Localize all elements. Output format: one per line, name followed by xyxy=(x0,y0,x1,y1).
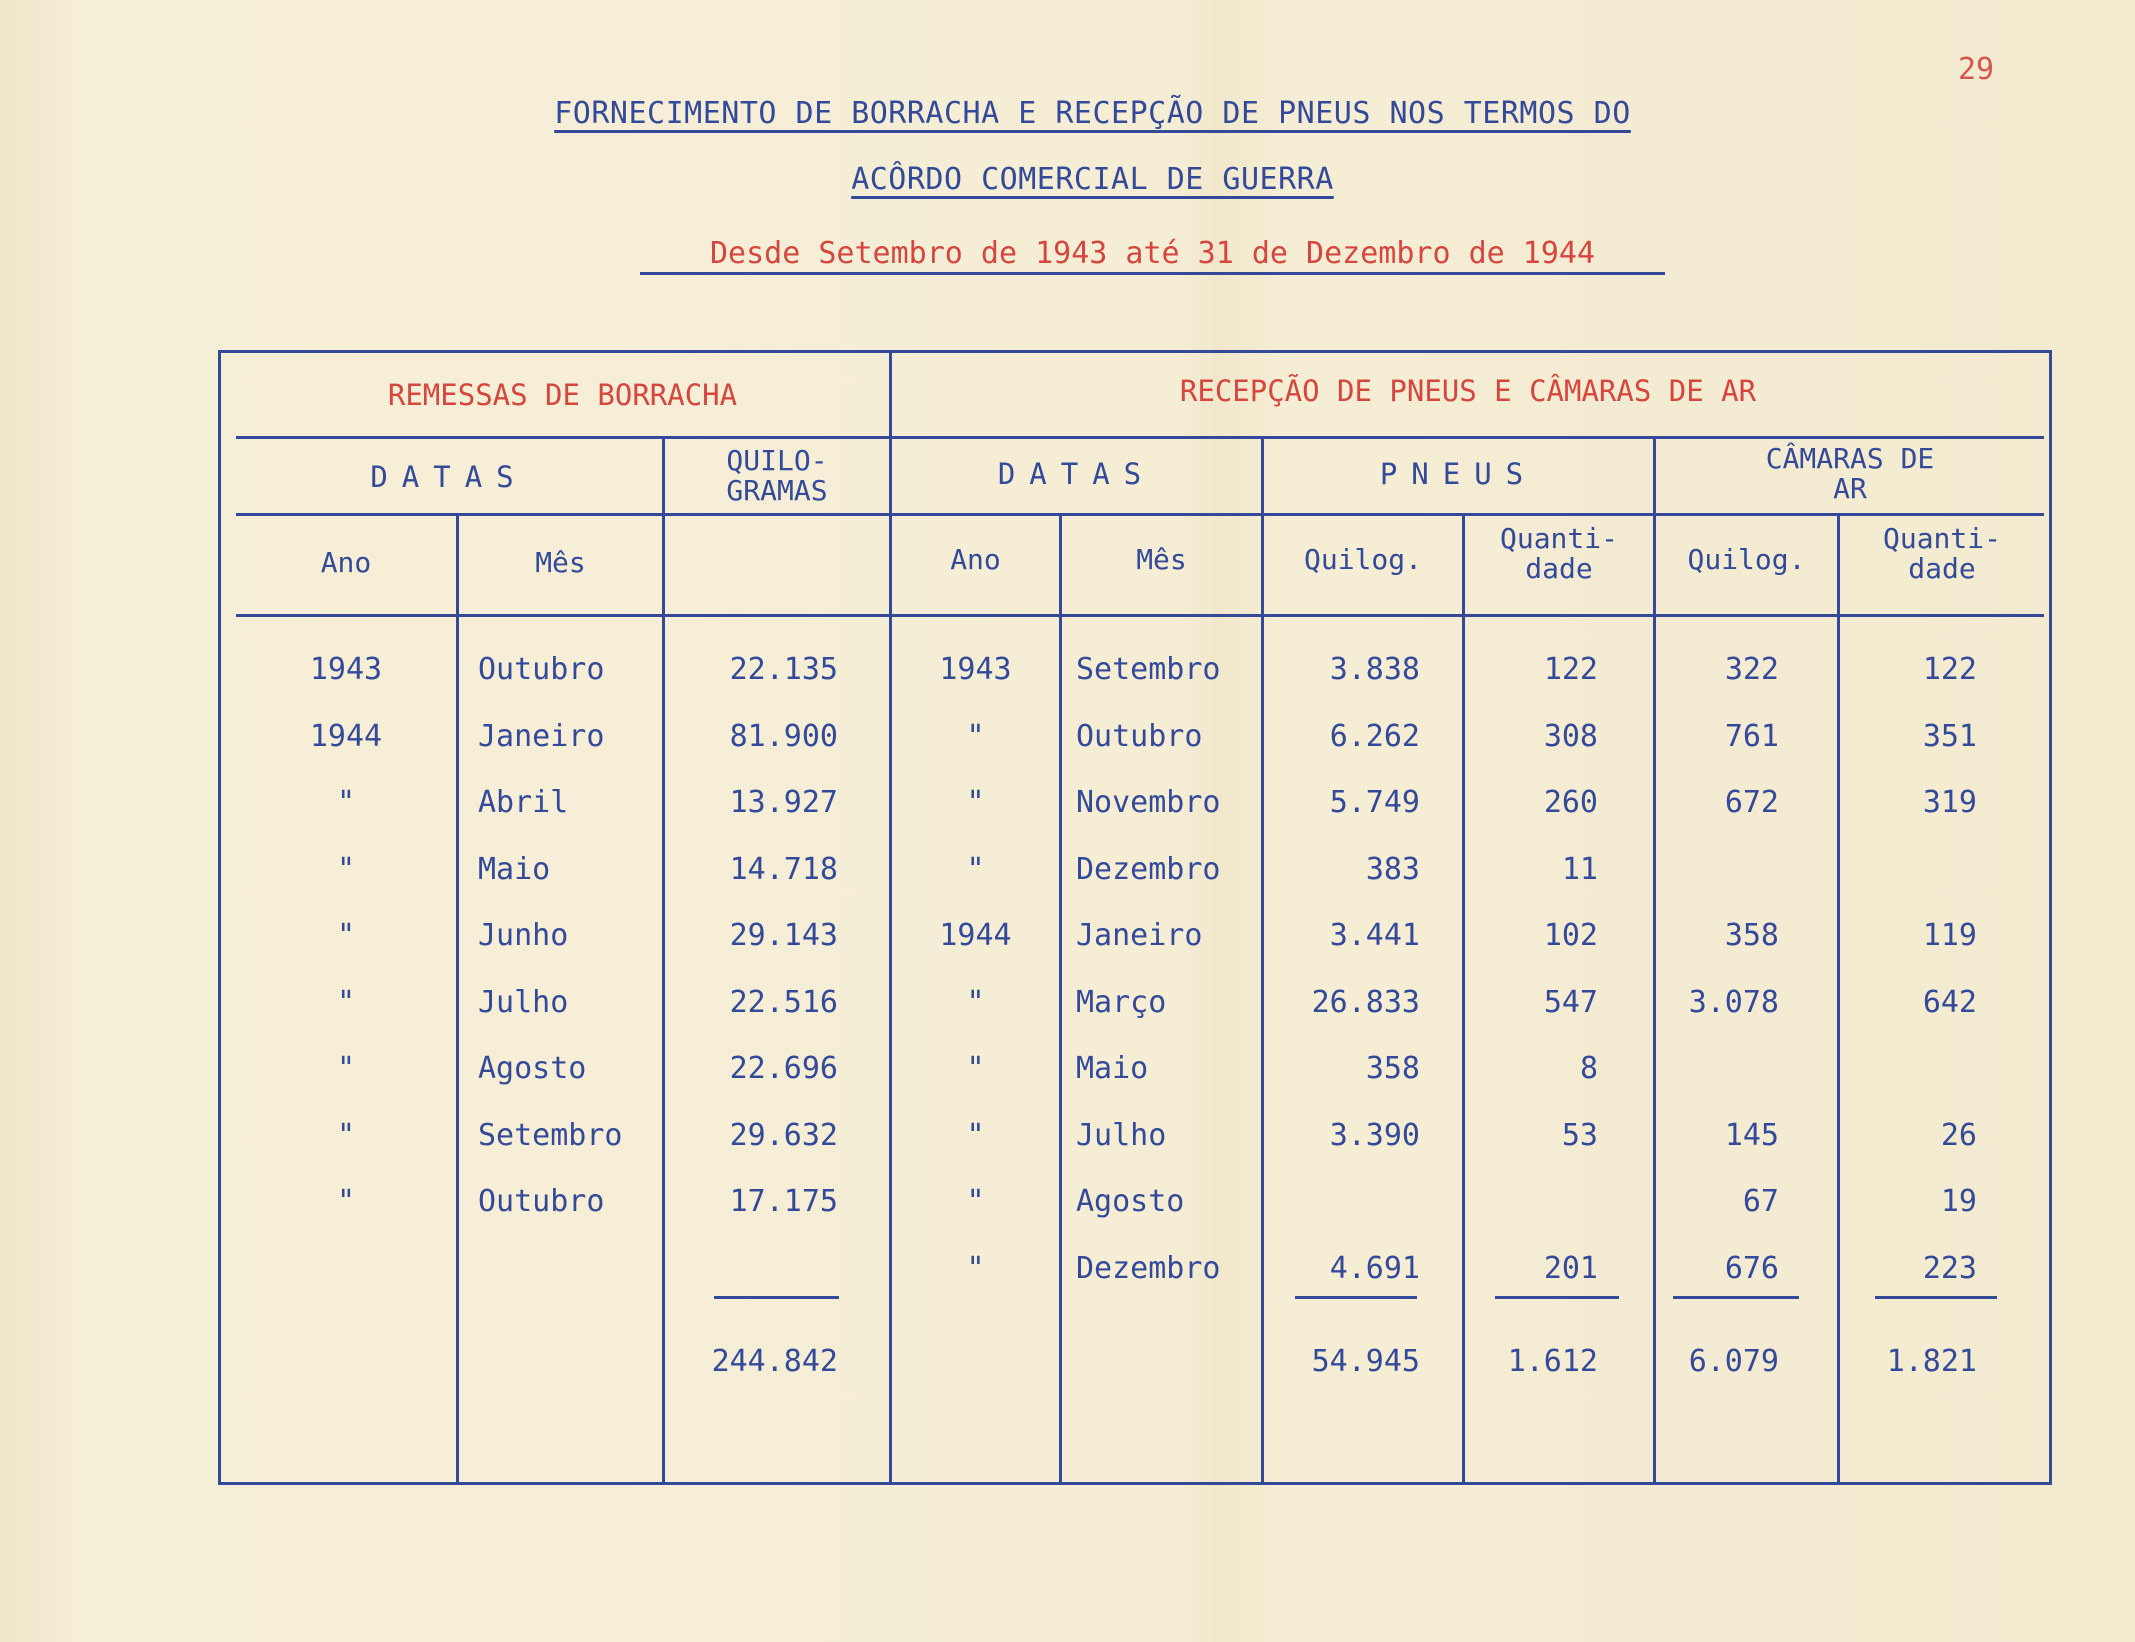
document-title-line-2: ACÔRDO COMERCIAL DE GUERRA xyxy=(851,162,1334,197)
right-group-dates: DATAS xyxy=(997,457,1156,491)
left-cell-year: " xyxy=(336,851,356,887)
right-cell-year: " xyxy=(966,718,985,754)
right-cell-year: " xyxy=(966,1051,985,1086)
cell-tire-kg: 383 xyxy=(1365,851,1420,887)
left-cell-kg: 22.516 xyxy=(729,984,838,1020)
left-col-month: Mês xyxy=(535,546,586,579)
right-cell-year: " xyxy=(966,1184,985,1219)
left-cell-kg: 22.135 xyxy=(729,652,838,687)
cell-tube-qty: 642 xyxy=(1922,984,1977,1020)
right-cell-year: " xyxy=(966,1250,985,1286)
right-cell-month: Dezembro xyxy=(1076,1250,1221,1286)
total-rule-left-kg xyxy=(714,1296,839,1299)
total-tube-kg: 6.079 xyxy=(1688,1344,1779,1379)
total-tire-kg: 54.945 xyxy=(1311,1344,1420,1379)
total-left-kg: 244.842 xyxy=(711,1344,838,1379)
right-cell-year: " xyxy=(966,785,985,820)
col-tube-kilograms: Quilog. xyxy=(1687,543,1806,576)
left-cell-kg: 29.143 xyxy=(729,918,838,953)
right-col-month: Mês xyxy=(1136,543,1187,576)
cell-tire-qty: 547 xyxy=(1543,984,1598,1020)
left-cell-month: Setembro xyxy=(478,1117,623,1153)
cell-tire-kg: 5.749 xyxy=(1329,785,1420,820)
right-cell-year: 1943 xyxy=(939,652,1012,687)
total-rule-tire-qty xyxy=(1495,1296,1619,1299)
right-cell-month: Setembro xyxy=(1076,652,1221,687)
cell-tire-qty: 8 xyxy=(1579,1051,1598,1086)
left-cell-month: Agosto xyxy=(478,1051,587,1086)
cell-tube-kg: 67 xyxy=(1742,1184,1779,1219)
col-tube-quantity: Quanti- dade xyxy=(1882,522,2001,585)
right-cell-month: Julho xyxy=(1076,1117,1167,1153)
cell-tire-kg: 3.390 xyxy=(1329,1117,1420,1153)
left-cell-kg: 22.696 xyxy=(729,1051,838,1086)
divider-right-dates-tires xyxy=(1261,438,1264,1482)
total-rule-tire-kg xyxy=(1295,1296,1417,1299)
right-cell-year: 1944 xyxy=(939,918,1012,953)
cell-tube-kg xyxy=(1656,1049,1779,1089)
left-cell-kg: 29.632 xyxy=(729,1117,838,1153)
section-title-tire-reception: RECEPÇÃO DE PNEUS E CÂMARAS DE AR xyxy=(1179,374,1757,408)
cell-tube-kg: 322 xyxy=(1724,652,1779,687)
left-cell-year: " xyxy=(336,1117,356,1153)
cell-tire-qty: 53 xyxy=(1561,1117,1598,1153)
cell-tube-kg: 676 xyxy=(1724,1250,1779,1286)
left-cell-month: Outubro xyxy=(478,1184,605,1219)
cell-tube-kg: 145 xyxy=(1724,1117,1779,1153)
divider-left-year-month xyxy=(456,515,459,1482)
rule-column-header xyxy=(236,614,2044,617)
right-col-year: Ano xyxy=(950,543,1001,576)
document-subtitle: Desde Setembro de 1943 até 31 de Dezembro de 1944 xyxy=(709,236,1595,271)
cell-tube-kg: 358 xyxy=(1724,918,1779,953)
right-cell-month: Janeiro xyxy=(1076,918,1203,953)
cell-tube-kg xyxy=(1656,850,1779,890)
rule-section-header xyxy=(236,436,2044,439)
right-cell-year: " xyxy=(966,1117,985,1153)
left-cell-kg: 14.718 xyxy=(729,851,838,887)
cell-tire-qty: 11 xyxy=(1561,851,1598,887)
right-cell-month: Dezembro xyxy=(1076,851,1221,887)
left-cell-kg: 13.927 xyxy=(729,785,838,820)
left-cell-kg: 81.900 xyxy=(729,718,838,754)
cell-tube-qty: 26 xyxy=(1940,1117,1977,1153)
right-group-tubes: CÂMARAS DE AR xyxy=(1765,442,1935,505)
divider-right-year-month xyxy=(1059,515,1062,1482)
cell-tire-kg xyxy=(1264,1182,1420,1222)
right-group-tires: PNEUS xyxy=(1379,457,1538,491)
left-cell-year: " xyxy=(336,1184,356,1219)
left-cell-kg: 17.175 xyxy=(729,1184,838,1219)
cell-tire-kg: 6.262 xyxy=(1329,718,1420,754)
cell-tire-kg: 3.441 xyxy=(1329,918,1420,953)
left-cell-month: Outubro xyxy=(478,652,605,687)
cell-tube-qty: 122 xyxy=(1922,652,1977,687)
cell-tire-qty: 308 xyxy=(1543,718,1598,754)
cell-tube-qty xyxy=(1840,850,1977,890)
subtitle-underline xyxy=(640,272,1665,275)
cell-tube-qty xyxy=(1840,1049,1977,1089)
left-cell-year: " xyxy=(336,984,356,1020)
cell-tube-kg: 672 xyxy=(1724,785,1779,820)
cell-tire-kg: 26.833 xyxy=(1311,984,1420,1020)
left-cell-month: Maio xyxy=(478,851,551,887)
right-cell-month: Março xyxy=(1076,984,1167,1020)
cell-tire-kg: 358 xyxy=(1365,1051,1420,1086)
right-cell-year: " xyxy=(966,984,985,1020)
total-tube-qty: 1.821 xyxy=(1886,1344,1977,1379)
right-cell-month: Novembro xyxy=(1076,785,1221,820)
left-cell-month: Janeiro xyxy=(478,718,605,754)
right-cell-month: Agosto xyxy=(1076,1184,1185,1219)
document-title-line-1: FORNECIMENTO DE BORRACHA E RECEPÇÃO DE PNEUS NOS TERMOS DO xyxy=(554,96,1631,131)
right-cell-month: Maio xyxy=(1076,1051,1149,1086)
cell-tire-kg: 4.691 xyxy=(1329,1250,1420,1286)
section-title-rubber-shipments: REMESSAS DE BORRACHA xyxy=(387,378,738,412)
cell-tube-kg: 3.078 xyxy=(1688,984,1779,1020)
left-cell-year: " xyxy=(336,918,356,953)
cell-tube-qty: 19 xyxy=(1940,1184,1977,1219)
page-number: 29 xyxy=(1958,52,1995,87)
right-cell-month: Outubro xyxy=(1076,718,1203,754)
col-tire-quantity: Quanti- dade xyxy=(1499,522,1618,585)
left-cell-month: Abril xyxy=(478,785,569,820)
rule-group-header xyxy=(236,513,2044,516)
left-cell-year: " xyxy=(336,785,356,820)
divider-tires-tubes xyxy=(1653,438,1656,1482)
cell-tube-qty: 119 xyxy=(1922,918,1977,953)
cell-tube-qty: 351 xyxy=(1922,718,1977,754)
left-group-dates: DATAS xyxy=(370,460,528,494)
total-tire-qty: 1.612 xyxy=(1507,1344,1598,1379)
left-col-year: Ano xyxy=(320,546,372,579)
left-col-kilograms: QUILO- GRAMAS xyxy=(726,444,828,507)
cell-tire-qty: 201 xyxy=(1543,1250,1598,1286)
left-cell-year: 1944 xyxy=(309,718,383,754)
cell-tire-qty: 102 xyxy=(1543,918,1598,953)
left-cell-year: " xyxy=(336,1051,356,1086)
cell-tire-qty: 122 xyxy=(1543,652,1598,687)
cell-tire-kg: 3.838 xyxy=(1329,652,1420,687)
cell-tire-qty xyxy=(1465,1182,1598,1222)
col-tire-kilograms: Quilog. xyxy=(1303,543,1422,576)
left-cell-month: Julho xyxy=(478,984,569,1020)
left-cell-month: Junho xyxy=(478,918,569,953)
left-cell-year: 1943 xyxy=(309,652,383,687)
right-cell-year: " xyxy=(966,851,985,887)
cell-tube-qty: 223 xyxy=(1922,1250,1977,1286)
cell-tube-kg: 761 xyxy=(1724,718,1779,754)
cell-tire-qty: 260 xyxy=(1543,785,1598,820)
divider-left-month-kg xyxy=(662,438,665,1482)
total-rule-tube-qty xyxy=(1875,1296,1997,1299)
total-rule-tube-kg xyxy=(1673,1296,1799,1299)
cell-tube-qty: 319 xyxy=(1922,785,1977,820)
